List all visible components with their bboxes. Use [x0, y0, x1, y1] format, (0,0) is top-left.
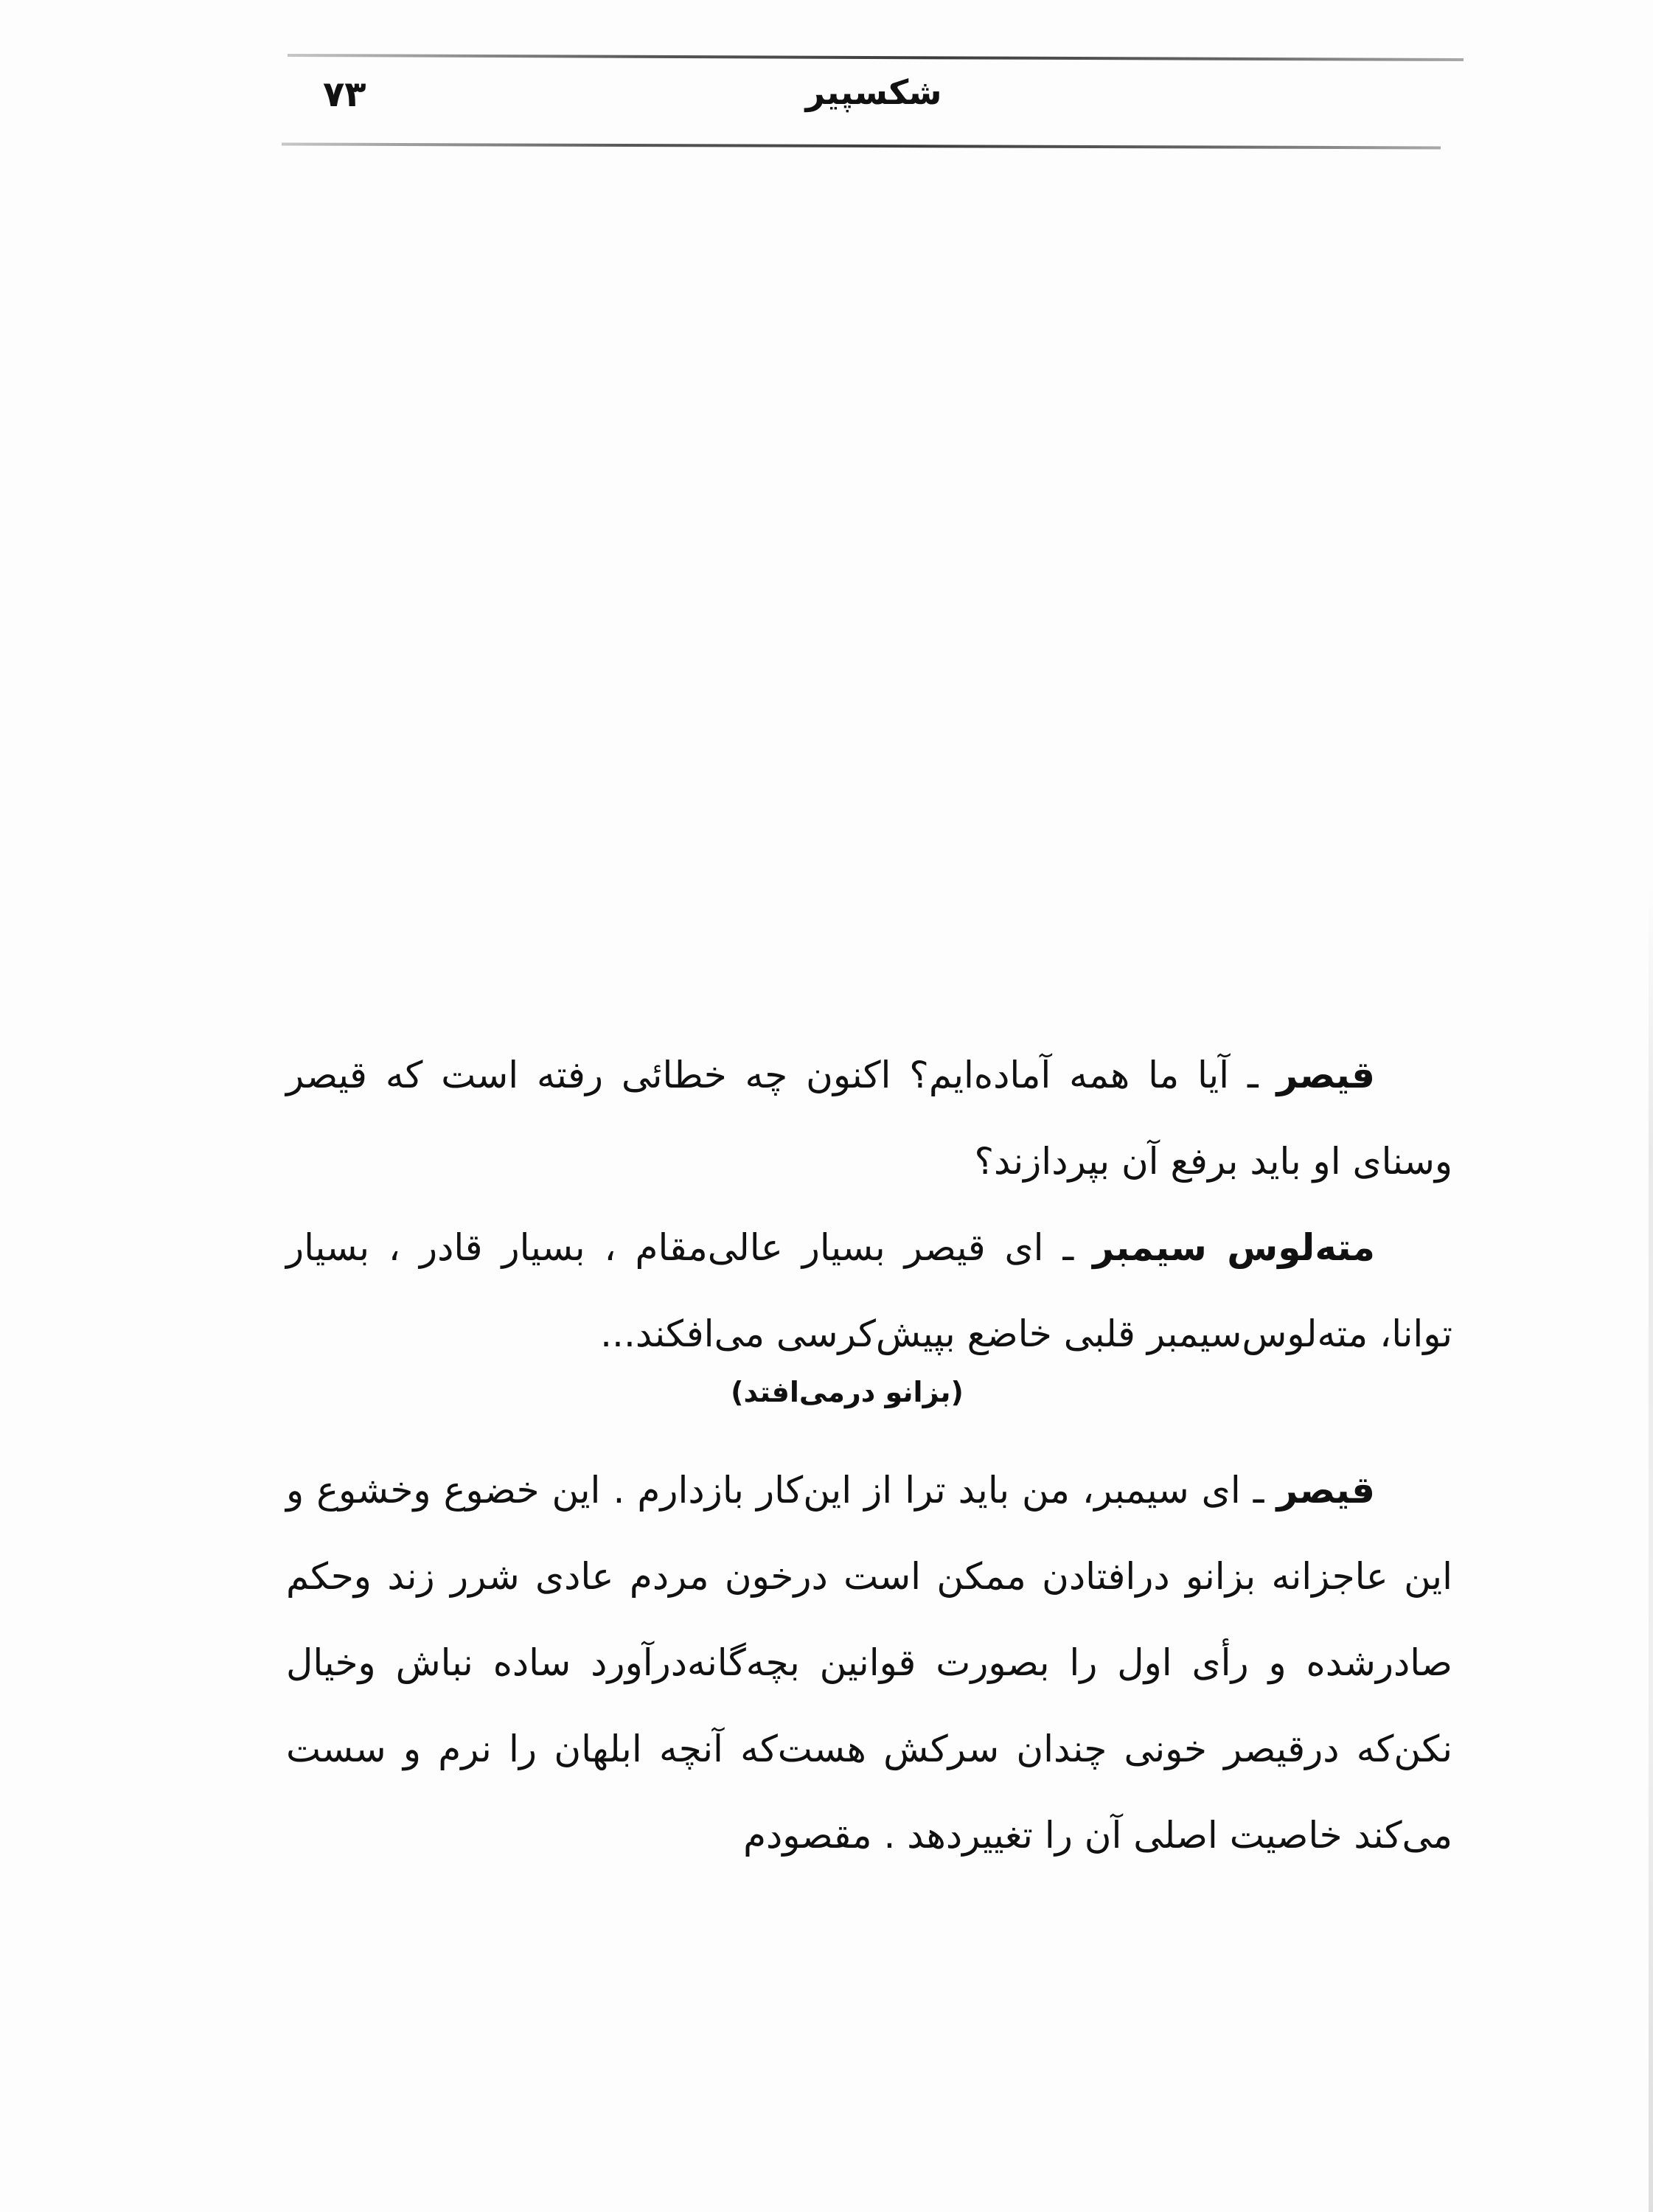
header-top-rule	[288, 54, 1464, 61]
speaker-name: قیصر	[1276, 1469, 1376, 1512]
dialogue-text: ای سیمبر، من باید ترا از این‌کار بازدارم . این خضوع وخشوع و این عاجزانه بزانو درافتادن ممکن است درخون مردم عادی شرر زند وحکم صادرشده و رأی اول را بصورت قوانین بچه‌گانه‌درآورد ساده نباش وخیال نکن‌که درقیصر خونی چندان سرکش هست‌که آنچه ابلهان را نرم و سست می‌کند خاصیت اصلی آن را تغییردهد . مقصودم	[286, 1469, 1452, 1857]
header-bottom-rule	[282, 143, 1441, 150]
stage-direction-text: (بزانو درمی‌افتد)	[731, 1376, 964, 1408]
speaker-separator: ـ	[1229, 1054, 1277, 1096]
speaker-separator: ـ	[1043, 1226, 1093, 1269]
body-text	[286, 1032, 1452, 1879]
running-title: شکسپیر	[805, 72, 942, 112]
speaker-separator: ـ	[1240, 1469, 1277, 1512]
speaker-name: مته‌لوس سیمبر	[1093, 1226, 1376, 1269]
dialogue-paragraph	[286, 1032, 1452, 1205]
page-number: ۷۳	[323, 74, 366, 115]
running-head	[288, 72, 1460, 139]
dialogue-paragraph	[286, 1205, 1452, 1377]
dialogue-text: آیا ما همه آماده‌ایم؟ اکنون چه خطائی رفته است که قیصر وسنای او باید برفع آن بپردازند؟	[286, 1054, 1452, 1183]
speaker-name: قیصر	[1276, 1054, 1376, 1096]
scan-edge-shadow	[1649, 885, 1653, 2212]
dialogue-paragraph	[286, 1447, 1452, 1879]
dialogue-text: ای قیصر بسیار عالی‌مقام ، بسیار قادر ، بسیار توانا، مته‌لوس‌سیمبر قلبی خاضع بپیش‌کرسی می‌افکند...	[286, 1226, 1452, 1355]
